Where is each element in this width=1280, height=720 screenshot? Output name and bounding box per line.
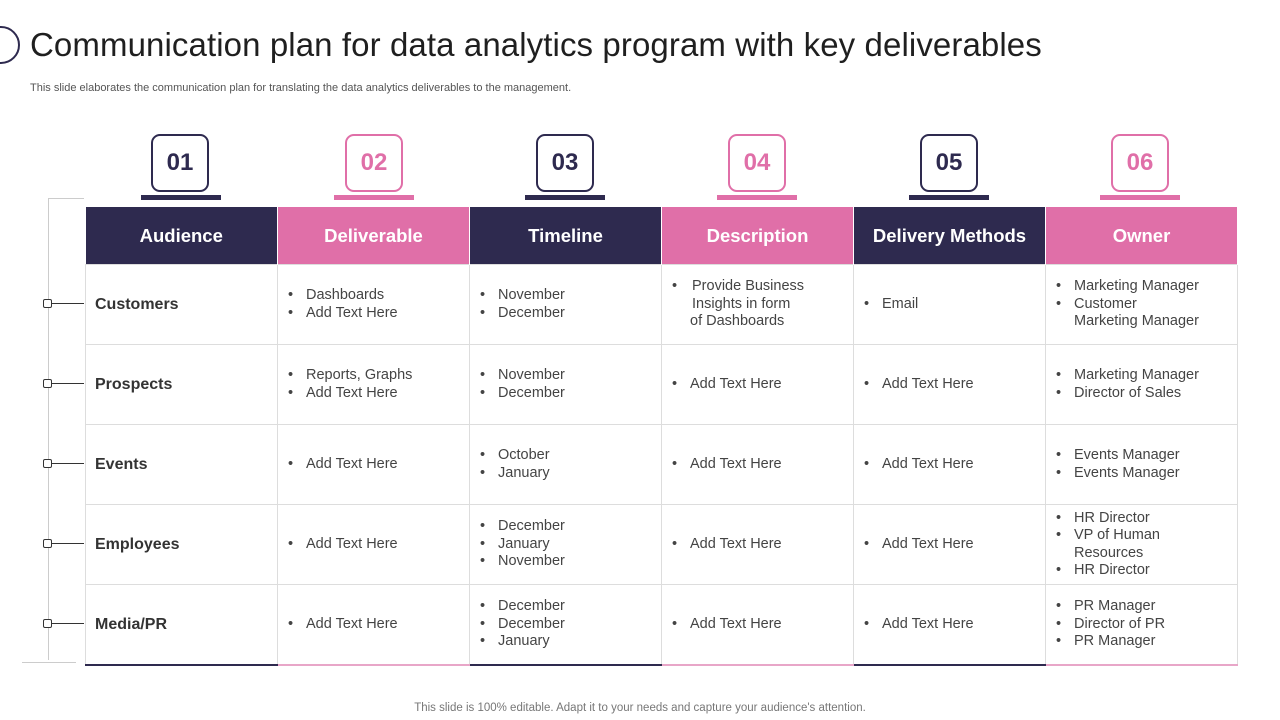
list-item: • HR Director [1074,562,1227,580]
list-item: • December [498,598,651,616]
list-item: • January [498,465,651,483]
step-badge-underline [525,195,605,200]
row-node [43,379,52,388]
deliverable-cell [278,585,470,666]
list-item: • Events Manager [1074,465,1227,483]
row-connector [48,383,84,384]
owner-line: Marketing Manager [1074,313,1199,330]
list-item: • Email [882,296,1035,314]
timeline-base [22,662,76,663]
table-row [86,585,1238,666]
timeline-cell [470,425,662,505]
table-row [86,345,1238,425]
list-item: • PR Manager [1074,633,1227,651]
row-node [43,299,52,308]
list-item: • December [498,305,651,323]
list-item: • January [498,633,651,651]
list-item: • Add Text Here [882,376,1035,394]
list-item: • December [498,518,651,536]
timeline-line [48,198,49,660]
timeline-cell [470,585,662,666]
list-item: • Dashboards [306,287,459,305]
deliverable-cell [278,425,470,505]
list-item: • Add Text Here [882,456,1035,474]
timeline-line [48,198,84,199]
communication-plan-table [85,207,1238,666]
table-row [86,265,1238,345]
column-header-owner: Owner [1046,207,1238,265]
list-item: • November [498,287,651,305]
owner-cell [1046,585,1238,666]
row-node [43,459,52,468]
list-item: • Add Text Here [882,536,1035,554]
list-item [690,278,843,331]
decorative-circle [0,26,20,64]
list-item: • Add Text Here [306,536,459,554]
description-cell [662,265,854,345]
timeline-cell [470,345,662,425]
step-badge-underline [717,195,797,200]
list-item: • Add Text Here [690,536,843,554]
list-item: • PR Manager [1074,598,1227,616]
column-header-description: Description [662,207,854,265]
audience-cell: Media/PR [86,585,278,666]
list-item: • Marketing Manager [1074,367,1227,385]
step-badge-underline [141,195,221,200]
column-header-delivery-methods: Delivery Methods [854,207,1046,265]
table-header-row [86,207,1238,265]
list-item: • November [498,553,651,571]
audience-cell: Prospects [86,345,278,425]
description-line: Insights in form [692,295,791,312]
list-item: • Add Text Here [306,305,459,323]
list-item: • December [498,616,651,634]
step-badge-03: 03 [536,134,594,192]
description-line: of Dashboards [690,313,785,330]
list-item: • Director of PR [1074,616,1227,634]
page-title: Communication plan for data analytics program with key deliverables [30,26,1042,63]
column-header-deliverable: Deliverable [278,207,470,265]
list-item: • Add Text Here [306,456,459,474]
list-item: • October [498,447,651,465]
step-badge-06: 06 [1111,134,1169,192]
timeline-cell [470,505,662,585]
delivery-cell [854,505,1046,585]
deliverable-cell [278,345,470,425]
table-row [86,425,1238,505]
step-badge-01: 01 [151,134,209,192]
column-header-audience: Audience [86,207,278,265]
row-connector [48,623,84,624]
delivery-cell [854,585,1046,666]
owner-line: VP of Human [1074,527,1160,543]
list-item: • Add Text Here [690,616,843,634]
list-item: • Add Text Here [306,385,459,403]
delivery-cell [854,265,1046,345]
owner-cell [1046,265,1238,345]
list-item: • Add Text Here [690,456,843,474]
list-item: • Add Text Here [306,616,459,634]
list-item: • Marketing Manager [1074,278,1227,296]
row-connector [48,303,84,304]
step-badge-02: 02 [345,134,403,192]
list-item: • Director of Sales [1074,385,1227,403]
owner-cell [1046,425,1238,505]
row-node [43,539,52,548]
delivery-cell [854,345,1046,425]
step-badge-underline [334,195,414,200]
owner-cell [1046,345,1238,425]
audience-cell: Events [86,425,278,505]
owner-line: Customer [1074,295,1137,312]
step-badge-underline [909,195,989,200]
list-item: • Reports, Graphs [306,367,459,385]
list-item: • Add Text Here [690,376,843,394]
list-item: • HR Director [1074,510,1227,528]
step-badge-underline [1100,195,1180,200]
footer-note: This slide is 100% editable. Adapt it to your needs and capture your audience's attention. [414,702,866,714]
owner-cell [1046,505,1238,585]
audience-cell: Customers [86,265,278,345]
list-item: • Events Manager [1074,447,1227,465]
page-subtitle: This slide elaborates the communication plan for translating the data analytics deliverables to the management. [30,82,572,94]
column-header-timeline: Timeline [470,207,662,265]
description-line: Provide Business [692,278,805,295]
row-connector [48,463,84,464]
step-badge-05: 05 [920,134,978,192]
description-cell [662,345,854,425]
list-item: • January [498,536,651,554]
deliverable-cell [278,505,470,585]
delivery-cell [854,425,1046,505]
description-cell [662,585,854,666]
description-cell [662,505,854,585]
step-badge-04: 04 [728,134,786,192]
table-row [86,505,1238,585]
list-item [1074,296,1227,331]
list-item: • November [498,367,651,385]
deliverable-cell [278,265,470,345]
list-item: • December [498,385,651,403]
row-node [43,619,52,628]
row-connector [48,543,84,544]
list-item [1074,527,1227,562]
list-item: • Add Text Here [882,616,1035,634]
owner-line: Resources [1074,544,1144,561]
timeline-cell [470,265,662,345]
audience-cell: Employees [86,505,278,585]
description-cell [662,425,854,505]
